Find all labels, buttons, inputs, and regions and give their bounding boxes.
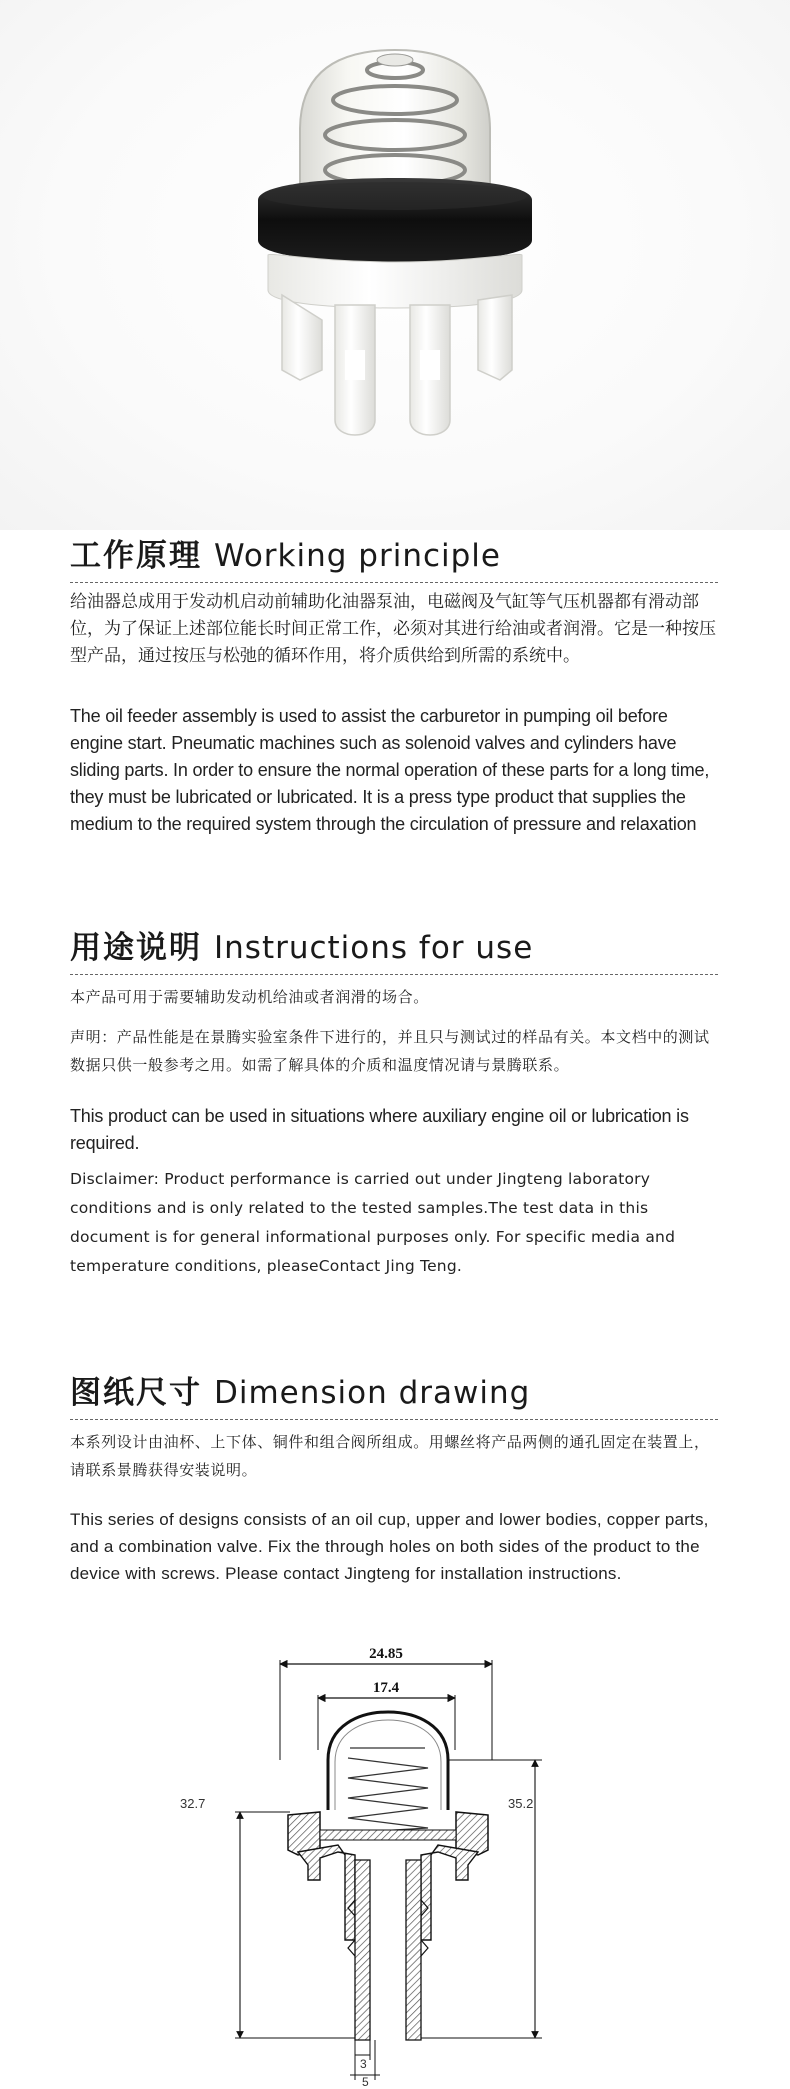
working-principle-section: [70, 536, 720, 838]
working-principle-heading: [70, 536, 720, 576]
dim-bottom-inner: 3: [360, 2057, 367, 2071]
divider: [70, 582, 718, 583]
dimension-drawing: [180, 1640, 580, 2089]
heading-en: Dimension drawing: [214, 1375, 531, 1411]
dimension-para-cn: 本系列设计由油杯、上下体、铜件和组合阀所组成。用螺丝将产品两侧的通孔固定在装置上，请联系景腾获得安装说明。: [70, 1433, 710, 1479]
heading-cn: 用途说明: [70, 930, 202, 966]
dimension-heading: [70, 1373, 720, 1413]
instructions-para-en-1: This product can be used in situations where auxiliary engine oil or lubrication is required.: [70, 1106, 689, 1153]
heading-cn: 图纸尺寸: [70, 1375, 202, 1411]
dimension-section: [70, 1373, 720, 1587]
product-photo: [0, 0, 790, 530]
instructions-para-cn-2: 声明：产品性能是在景腾实验室条件下进行的，并且只与测试过的样品有关。本文档中的测试数据只供一般参考之用。如需了解具体的介质和温度情况请与景腾联系。: [70, 1028, 710, 1074]
dim-left-height: 32.7: [180, 1796, 206, 1811]
heading-en: Working principle: [214, 538, 501, 574]
instructions-heading: [70, 928, 720, 968]
dimension-para-en: This series of designs consists of an oil cup, upper and lower bodies, copper parts, and a combination valve. Fix the through holes on both sides of the product to the device with screws. Please contact Jingteng for installation instructions.: [70, 1510, 709, 1583]
instructions-section: [70, 928, 720, 1281]
dim-bottom-outer: 5: [362, 2075, 369, 2089]
instructions-para-en-2: Disclaimer: Product performance is carried out under Jingteng laboratory conditions and is only related to the tested samples.The test data in this document is for general informational purposes only. For specific media and temperature conditions, pleaseContact Jing Teng.: [70, 1170, 676, 1275]
dim-outer-width: 24.85: [369, 1646, 403, 1662]
nozzles: [282, 295, 512, 435]
dim-inner-width: 17.4: [372, 1680, 400, 1696]
divider: [70, 974, 718, 975]
dim-right-height: 35.2: [508, 1796, 534, 1811]
working-para-en: The oil feeder assembly is used to assist the carburetor in pumping oil before engine start. Pneumatic machines such as solenoid valves and cylinders have sliding parts. In order to ensure the normal operation of these parts for a long time, they must be lubricated or lubricated. It is a press type product that supplies the medium to the required system through the circulation of pressure and relaxation: [70, 706, 710, 834]
working-para-cn: 给油器总成用于发动机启动前辅助化油器泵油，电磁阀及气缸等气压机器都有滑动部位，为了保证上述部位能长时间正常工作，必须对其进行给油或者润滑。它是一种按压型产品，通过按压与松弛的循环作用，将介质供给到所需的系统中。: [70, 592, 716, 666]
primer-bulb-icon: [0, 0, 790, 530]
divider: [70, 1419, 718, 1420]
heading-en: Instructions for use: [214, 930, 534, 966]
section-drawing-icon: [180, 1640, 580, 2089]
heading-cn: 工作原理: [70, 538, 202, 574]
instructions-para-cn-1: 本产品可用于需要辅助发动机给油或者润滑的场合。: [70, 988, 429, 1006]
